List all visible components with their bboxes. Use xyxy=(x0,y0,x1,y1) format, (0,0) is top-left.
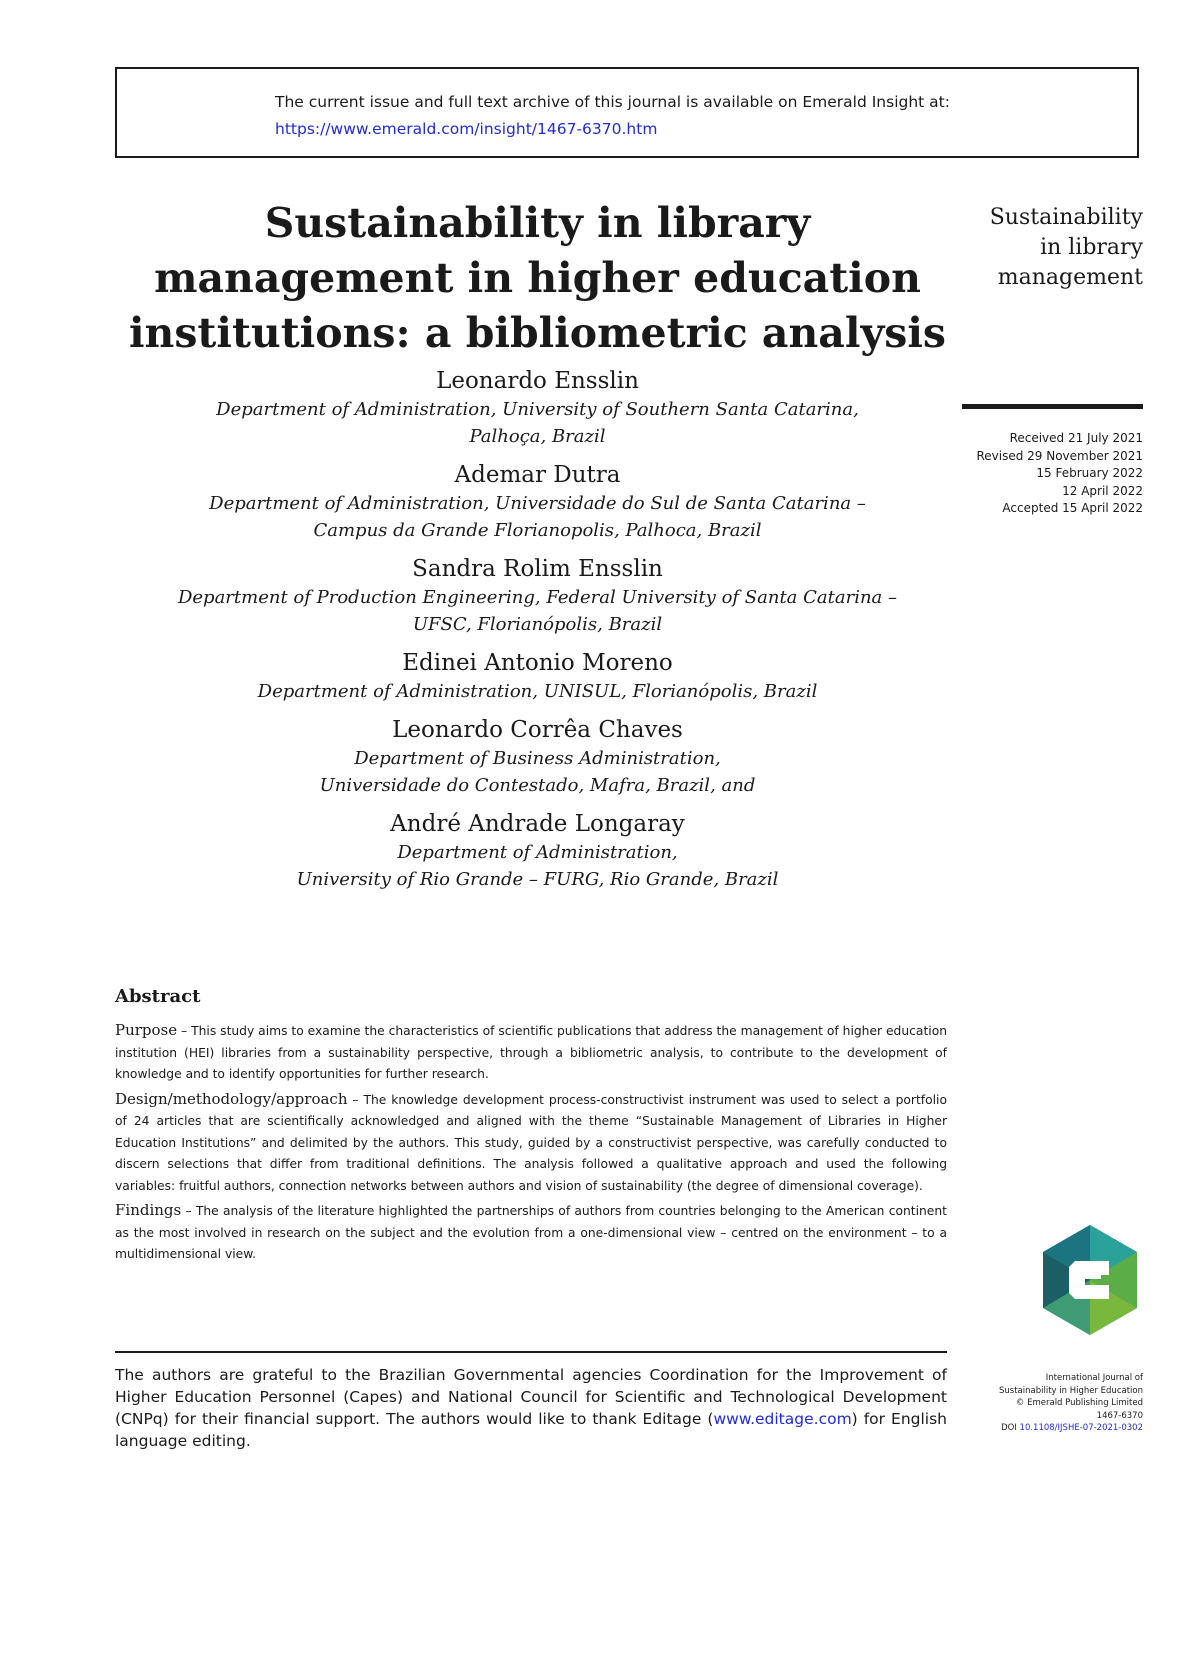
author-name: Ademar Dutra xyxy=(454,462,621,488)
abstract-section-text: The analysis of the literature highlighted the partnerships of authors from countries belonging to the American continent as the most involved in research on the subject and the evolution from a one-dimensional view – centred on the environment – to a multidimensional view. xyxy=(115,1204,947,1261)
emerald-logo-icon xyxy=(1043,1225,1137,1335)
author-affiliation: Department of Administration, Universidade do Sul de Santa Catarina – xyxy=(209,493,866,514)
author-block xyxy=(115,715,960,799)
author-name: Sandra Rolim Ensslin xyxy=(412,556,663,582)
abstract-section-text: This study aims to examine the characteristics of scientific publications that address the management of higher education institution (HEI) libraries from a sustainability perspective, through a bibliometric analysis, to contribute to the development of knowledge and to identify opportunities for further research. xyxy=(115,1024,948,1081)
abstract-section-label: Design/methodology/approach xyxy=(115,1089,348,1108)
author-list xyxy=(115,366,960,903)
history-revised-2: 15 February 2022 xyxy=(1036,466,1143,480)
banner-text: The current issue and full text archive of this journal is available on Emerald Insight at: xyxy=(275,93,950,111)
article-title: Sustainability in library management in higher education institutions: a bibliometric analysis xyxy=(128,199,947,357)
author-affiliation: Universidade do Contestado, Mafra, Brazil, and xyxy=(319,775,756,796)
author-block xyxy=(115,366,960,450)
author-block xyxy=(115,648,960,705)
abstract-section-label: Purpose xyxy=(115,1021,178,1039)
author-name: Leonardo Ensslin xyxy=(436,368,639,394)
footnote-divider xyxy=(115,1351,947,1353)
side-divider xyxy=(962,404,1143,409)
acknowledgement: The authors are grateful to the Brazilian Governmental agencies Coordination for the Improvement of Higher Education Personnel (Capes) and National Council for Scientific and Technological Development (CNPq) for their financial support. The authors would like to thank Editage (www.editage.com) for English language editing. xyxy=(115,1366,947,1450)
author-affiliation: Department of Business Administration, xyxy=(354,748,721,769)
journal-name: International Journal of xyxy=(1045,1373,1143,1383)
author-name: Edinei Antonio Moreno xyxy=(402,650,673,676)
author-affiliation: University of Rio Grande – FURG, Rio Grande, Brazil xyxy=(296,869,779,890)
doi-line: DOI 10.1108/IJSHE-07-2021-0302 xyxy=(1001,1423,1143,1433)
abstract-purpose: Purpose – This study aims to examine the characteristics of scientific publications that address the management of higher education institution (HEI) libraries from a sustainability perspective, through a bibliometric analysis, to contribute to the development of knowledge and to identify opportunities for further research. xyxy=(115,1021,948,1081)
journal-availability-banner xyxy=(115,67,1139,158)
abstract-findings: Findings – The analysis of the literature highlighted the partnerships of authors from countries belonging to the American continent as the most involved in research on the subject and the evolution from a one-dimensional view – centred on the environment – to a multidimensional view. xyxy=(115,1201,947,1261)
history-received: Received 21 July 2021 xyxy=(1009,431,1143,445)
author-affiliation: Department of Administration, xyxy=(397,842,678,863)
author-block xyxy=(115,554,960,638)
abstract-section-label: Findings xyxy=(115,1201,182,1219)
author-affiliation: UFSC, Florianópolis, Brazil xyxy=(412,614,663,635)
author-block xyxy=(115,809,960,893)
abstract-section-text: The knowledge development process-constructivist instrument was used to select a portfolio of 24 articles that are scientifically acknowledged and aligned with the theme “Sustainable Management of Libraries in Higher Education Institutions” and delimited by the authors. This study, guided by a constructivist perspective, was carefully conducted to discern selections that differ from traditional definitions. The analysis followed a qualitative approach and used the following variables: fruitful authors, connection networks between authors and vision of sustainability (the degree of dimensional coverage). xyxy=(115,1092,947,1193)
abstract-body xyxy=(115,1020,947,1269)
banner-journal-link[interactable]: https://www.emerald.com/insight/1467-6370.htm xyxy=(275,120,658,138)
doi-link[interactable]: 10.1108/IJSHE-07-2021-0302 xyxy=(1019,1423,1143,1433)
publisher-copyright: © Emerald Publishing Limited xyxy=(1015,1398,1143,1408)
running-head: Sustainability in library management xyxy=(989,205,1143,290)
editage-link[interactable]: www.editage.com xyxy=(713,1410,852,1428)
journal-issn: 1467-6370 xyxy=(1096,1410,1143,1421)
journal-name-2: Sustainability in Higher Education xyxy=(999,1385,1143,1396)
author-name: André Andrade Longaray xyxy=(390,811,685,837)
abstract-design: Design/methodology/approach – The knowledge development process-constructivist instrument was used to select a portfolio of 24 articles that are scientifically acknowledged and aligned with the theme “Sustainable Management of Libraries in Higher Education Institutions” and delimited by the authors. This study, guided by a constructivist perspective, was carefully conducted to discern selections that differ from traditional definitions. The analysis followed a qualitative approach and used the following variables: fruitful authors, connection networks between authors and vision of sustainability (the degree of dimensional coverage). xyxy=(115,1089,947,1193)
author-block xyxy=(115,460,960,544)
journal-info xyxy=(923,1372,1143,1435)
author-name: Leonardo Corrêa Chaves xyxy=(392,717,683,743)
abstract-heading: Abstract xyxy=(115,986,201,1007)
author-affiliation: Department of Administration, UNISUL, Florianópolis, Brazil xyxy=(257,681,818,702)
author-affiliation: Department of Production Engineering, Federal University of Santa Catarina – xyxy=(177,587,898,608)
history-revised-3: 12 April 2022 xyxy=(1062,483,1143,498)
author-affiliation: Palhoça, Brazil xyxy=(469,426,606,447)
author-affiliation: Campus da Grande Florianopolis, Palhoca, Brazil xyxy=(313,520,762,541)
history-revised: Revised 29 November 2021 xyxy=(976,448,1143,463)
author-affiliation: Department of Administration, University of Southern Santa Catarina, xyxy=(216,399,859,420)
history-accepted: Accepted 15 April 2022 xyxy=(1002,501,1143,515)
